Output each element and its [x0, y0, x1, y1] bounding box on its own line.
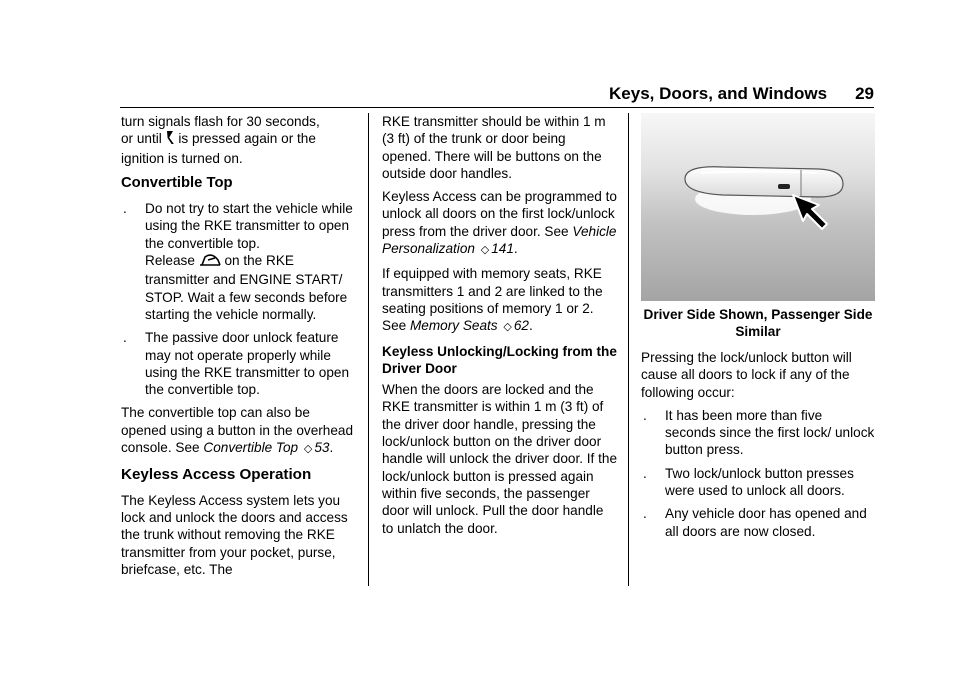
xref-vehicle-personalization[interactable]: Vehicle Personalization ◇ 141	[382, 223, 617, 257]
driver-door-paragraph: When the doors are locked and the RKE transmitter is within 1 m (3 ft) of the driver door handle, pressing the lock/unlock button on the driver door handle will unlock the driver door. If the lock/unlock button is pressed again within five seconds, the passenger door will unlock. Pull the door handle to unlatch the door.	[382, 382, 618, 536]
memory-seats-paragraph: If equipped with memory seats, RKE transmitters 1 and 2 are linked to the seating positions of memory 1 or 2. See Memory Seats ◇ 62.	[382, 266, 603, 334]
bullet-item: . Do not try to start the vehicle while using the RKE transmitter to open the convertible top. Release on the RKE transmitter and ENGINE START/ STOP. Wait a few seconds before starting the vehicle normally.	[123, 201, 353, 322]
column-2	[382, 113, 618, 543]
range-paragraph: RKE transmitter should be within 1 m (3 ft) of the trunk or door being opened. There will be buttons on the outside door handles.	[382, 114, 606, 181]
heading-driver-door: Keyless Unlocking/Locking from the Driver Door	[382, 343, 617, 376]
programming-paragraph: Keyless Access can be programmed to unlock all doors on the first lock/unlock press from the driver door. See Vehicle Personalization ◇ 141.	[382, 189, 617, 257]
console-paragraph: The convertible top can also be opened using a button in the overhead console. See Convertible Top ◇ 53.	[121, 405, 354, 456]
bullet-item: . It has been more than five seconds since the first lock/ unlock button press.	[643, 407, 875, 458]
xref-memory-seats[interactable]: Memory Seats ◇ 62	[409, 318, 529, 334]
xref-convertible-top[interactable]: Convertible Top ◇ 53	[203, 440, 330, 456]
page-ref-icon: ◇	[480, 244, 490, 257]
bullet-item: . The passive door unlock feature may not operate properly while using the RKE transmitter to open the convertible top.	[123, 330, 350, 398]
lock-condition-paragraph: Pressing the lock/unlock button will cause all doors to lock if any of the following occur:	[641, 350, 852, 400]
section-title: Keys, Doors, and Windows	[609, 84, 828, 103]
door-handle-illustration	[641, 113, 875, 301]
trunk-release-icon	[166, 130, 175, 149]
column-divider	[628, 113, 629, 586]
column-divider	[368, 113, 369, 586]
heading-convertible-top: Convertible Top	[121, 174, 233, 191]
bullet-mark: .	[643, 465, 647, 481]
keyless-paragraph: The Keyless Access system lets you lock and unlock the doors and access the trunk without removing the RKE transmitter from your pocket, purse, briefcase, etc. The	[121, 492, 348, 577]
intro-paragraph: turn signals flash for 30 seconds, or until is pressed again or the ignition is turned on.	[121, 114, 320, 166]
page-ref-icon: ◇	[503, 321, 512, 334]
bullet-item: . Two lock/unlock button presses were used to unlock all doors.	[643, 465, 854, 499]
convertible-top-icon	[199, 253, 221, 271]
column-1	[121, 113, 355, 584]
bullet-mark: .	[123, 330, 127, 346]
column-3	[641, 113, 875, 546]
heading-keyless-access: Keyless Access Operation	[121, 466, 312, 484]
bullet-mark: .	[123, 201, 127, 217]
bullet-mark: .	[643, 407, 647, 423]
figure-caption: Driver Side Shown, Passenger Side Similar	[643, 307, 873, 339]
header-rule	[120, 107, 874, 108]
bullet-mark: .	[643, 506, 647, 522]
page-header	[0, 84, 874, 104]
bullet-item: . Any vehicle door has opened and all doors are now closed.	[643, 506, 867, 539]
page-ref-icon: ◇	[303, 443, 313, 456]
page-number: 29	[855, 84, 874, 103]
